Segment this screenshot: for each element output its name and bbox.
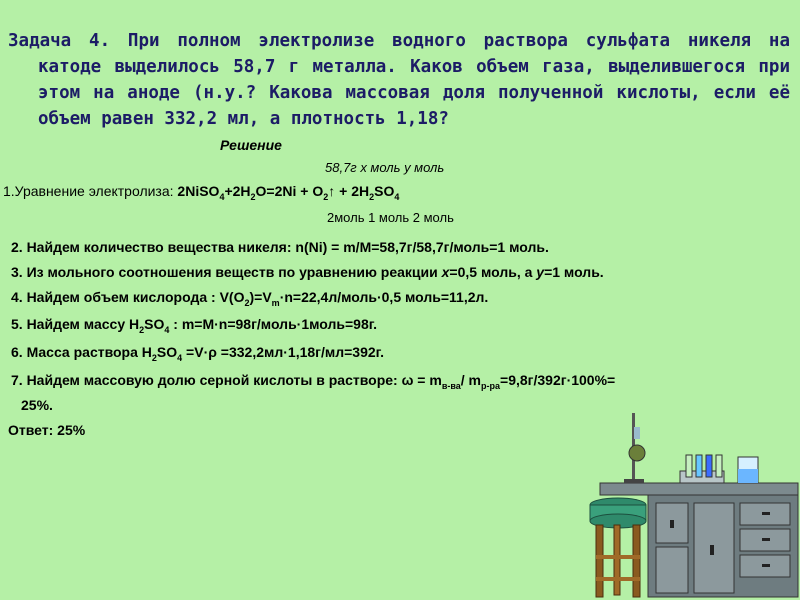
equation-above-labels: 58,7г x моль y моль [325,160,445,175]
task-line-1: Задача 4. При полном электролизе водного раствора сульфата никеля на [8,31,790,51]
step-5: 5. Найдем массу $H_2SO_4$ : m=M·n=98г/моль·1моль=98г. [11,316,378,335]
chemistry-lab-table-icon [560,405,800,600]
equation-line [3,183,399,202]
step-6: 6. Масса раствора $H_2SO_4 =V\cdot\rho =332,2мл\cdot 1,18г/мл=392г$. [11,344,384,363]
equation-below-labels: 2моль 1 моль 2 моль [327,210,454,225]
task-line-2: катоде выделилось 58,7 г металла. Каков объем газа, выделившегося при [38,57,790,77]
equation-prefix: 1.Уравнение электролиза: [3,183,178,199]
step-2: 2. Найдем количество вещества никеля: n(Ni) = m/M=58,7г/58,7г/моль=1 моль. [11,239,549,255]
step-4: 4. Найдем объем кислорода : $V(O_2)=V_m\cdot n=22,4л/моль\cdot 0,5$ моль=11,2л. [11,289,489,308]
answer: Ответ: 25% [8,422,86,438]
task-line-4: объем равен 332,2 мл, а плотность 1,18? [38,109,449,129]
step-7: 7. Найдем массовую долю серной кислоты в растворе: $\omega = m_{в-ва}/$ $m_{р-ра}=9,8г/392г\cdot 100\%=$ [11,372,616,391]
step-3: 3. Из мольного соотношения веществ по уравнению реакции x=0,5 моль, а y=1 моль. [11,264,604,280]
task-statement [8,28,790,132]
equation-formula: $2NiSO_4+2H_2O=2Ni$ + $O_2↑ + 2H_2SO_4$ [177,183,400,202]
step-7-result: 25%. [21,397,53,413]
task-line-3: этом на аноде (н.у.? Какова массовая доля полученной кислоты, если её [38,83,790,103]
solution-heading: Решение [220,137,282,153]
